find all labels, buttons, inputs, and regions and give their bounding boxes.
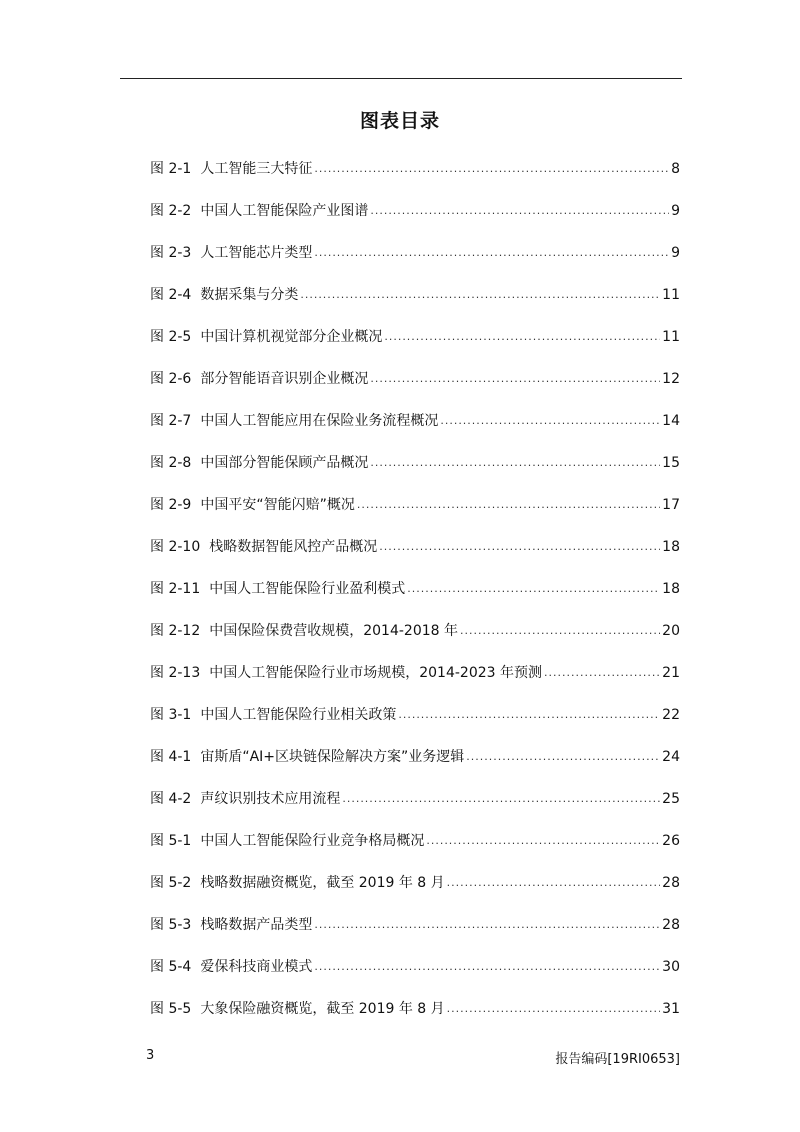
figure-number: 图 2-1 [150,161,192,177]
toc-entry[interactable] [150,400,680,442]
report-code: 报告编码[19RI0653] [555,1052,680,1067]
figure-number: 图 2-13 [150,665,201,681]
figure-caption: 爱保科技商业模式 [200,959,313,975]
figure-number: 图 4-2 [150,791,192,807]
dot-leader [370,453,660,473]
header-rule [120,78,682,79]
figure-caption: 声纹识别技术应用流程 [200,791,341,807]
figure-number: 图 2-9 [150,497,192,513]
figure-caption: 中国人工智能保险行业市场规模，2014-2023 年预测 [209,665,542,681]
figure-caption: 中国人工智能保险行业竞争格局概况 [200,833,425,849]
figure-caption: 大象保险融资概览，截至 2019 年 8 月 [200,1001,445,1017]
toc-entry[interactable] [150,694,680,736]
figure-number: 图 2-5 [150,329,192,345]
page-ref: 28 [662,875,680,891]
toc-entry[interactable] [150,778,680,820]
toc-entry[interactable] [150,610,680,652]
dot-leader [460,621,660,641]
figure-number: 图 2-11 [150,581,201,597]
dot-leader [300,285,660,305]
figure-caption: 中国保险保费营收规模，2014-2018 年 [209,623,458,639]
figure-number: 图 2-8 [150,455,192,471]
page-number: 3 [146,1048,155,1063]
dot-leader [426,831,660,851]
toc-entry[interactable] [150,862,680,904]
dot-leader [398,705,660,725]
figure-caption: 中国部分智能保顾产品概况 [200,455,369,471]
figure-caption: 栈略数据智能风控产品概况 [209,539,378,555]
dot-leader [314,915,660,935]
toc-entry[interactable] [150,484,680,526]
dot-leader [407,579,660,599]
figure-number: 图 2-12 [150,623,201,639]
dot-leader [466,747,660,767]
toc-entry[interactable] [150,148,680,190]
page-ref: 20 [662,623,680,639]
dot-leader [384,327,660,347]
figure-number: 图 4-1 [150,749,192,765]
dot-leader [314,159,669,179]
toc-entry[interactable] [150,316,680,358]
page-ref: 8 [671,161,680,177]
page-ref: 25 [662,791,680,807]
dot-leader [370,369,660,389]
toc-entry[interactable] [150,946,680,988]
page-ref: 12 [662,371,680,387]
toc-entry[interactable] [150,190,680,232]
figure-caption: 中国人工智能保险产业图谱 [200,203,369,219]
toc-entry[interactable] [150,232,680,274]
page-ref: 28 [662,917,680,933]
figure-number: 图 5-5 [150,1001,192,1017]
page-ref: 22 [662,707,680,723]
page-ref: 21 [662,665,680,681]
page-ref: 18 [662,539,680,555]
figure-caption: 栈略数据产品类型 [200,917,313,933]
toc-entry[interactable] [150,442,680,484]
figure-caption: 人工智能芯片类型 [200,245,313,261]
figure-caption: 中国人工智能保险行业相关政策 [200,707,397,723]
page-ref: 11 [662,287,680,303]
figure-caption: 中国人工智能应用在保险业务流程概况 [200,413,439,429]
toc-entry[interactable] [150,358,680,400]
figure-number: 图 2-4 [150,287,192,303]
figure-number: 图 5-3 [150,917,192,933]
figure-caption: 部分智能语音识别企业概况 [200,371,369,387]
dot-leader [447,873,661,893]
dot-leader [342,789,660,809]
figure-caption: 中国计算机视觉部分企业概况 [200,329,383,345]
page-ref: 31 [662,1001,680,1017]
figure-number: 图 5-1 [150,833,192,849]
page-ref: 30 [662,959,680,975]
toc-entry[interactable] [150,526,680,568]
figure-number: 图 3-1 [150,707,192,723]
dot-leader [370,201,669,221]
figure-number: 图 5-4 [150,959,192,975]
figure-caption: 宙斯盾“AI+区块链保险解决方案”业务逻辑 [200,749,465,765]
toc-entry[interactable] [150,652,680,694]
dot-leader [357,495,660,515]
page-ref: 26 [662,833,680,849]
figure-caption: 人工智能三大特征 [200,161,313,177]
page-ref: 15 [662,455,680,471]
dot-leader [314,957,660,977]
page-ref: 9 [671,203,680,219]
page-title: 图表目录 [359,110,440,132]
dot-leader [544,663,660,683]
dot-leader [379,537,660,557]
page-ref: 11 [662,329,680,345]
toc-entry[interactable] [150,820,680,862]
page-ref: 14 [662,413,680,429]
toc-entry[interactable] [150,568,680,610]
page-ref: 18 [662,581,680,597]
figure-caption: 中国人工智能保险行业盈利模式 [209,581,406,597]
dot-leader [314,243,669,263]
toc-entry[interactable] [150,736,680,778]
page-ref: 17 [662,497,680,513]
page-ref: 9 [671,245,680,261]
figure-caption: 栈略数据融资概览，截至 2019 年 8 月 [200,875,445,891]
figure-number: 图 2-10 [150,539,201,555]
figure-number: 图 2-7 [150,413,192,429]
figure-number: 图 5-2 [150,875,192,891]
figure-caption: 中国平安“智能闪赔”概况 [200,497,355,513]
toc-entry[interactable] [150,988,680,1030]
toc-entry[interactable] [150,274,680,316]
toc-entry[interactable] [150,904,680,946]
dot-leader [447,999,661,1019]
figure-number: 图 2-3 [150,245,192,261]
figure-number: 图 2-2 [150,203,192,219]
page-ref: 24 [662,749,680,765]
figure-caption: 数据采集与分类 [200,287,299,303]
figure-list [150,148,680,1030]
figure-number: 图 2-6 [150,371,192,387]
dot-leader [440,411,660,431]
